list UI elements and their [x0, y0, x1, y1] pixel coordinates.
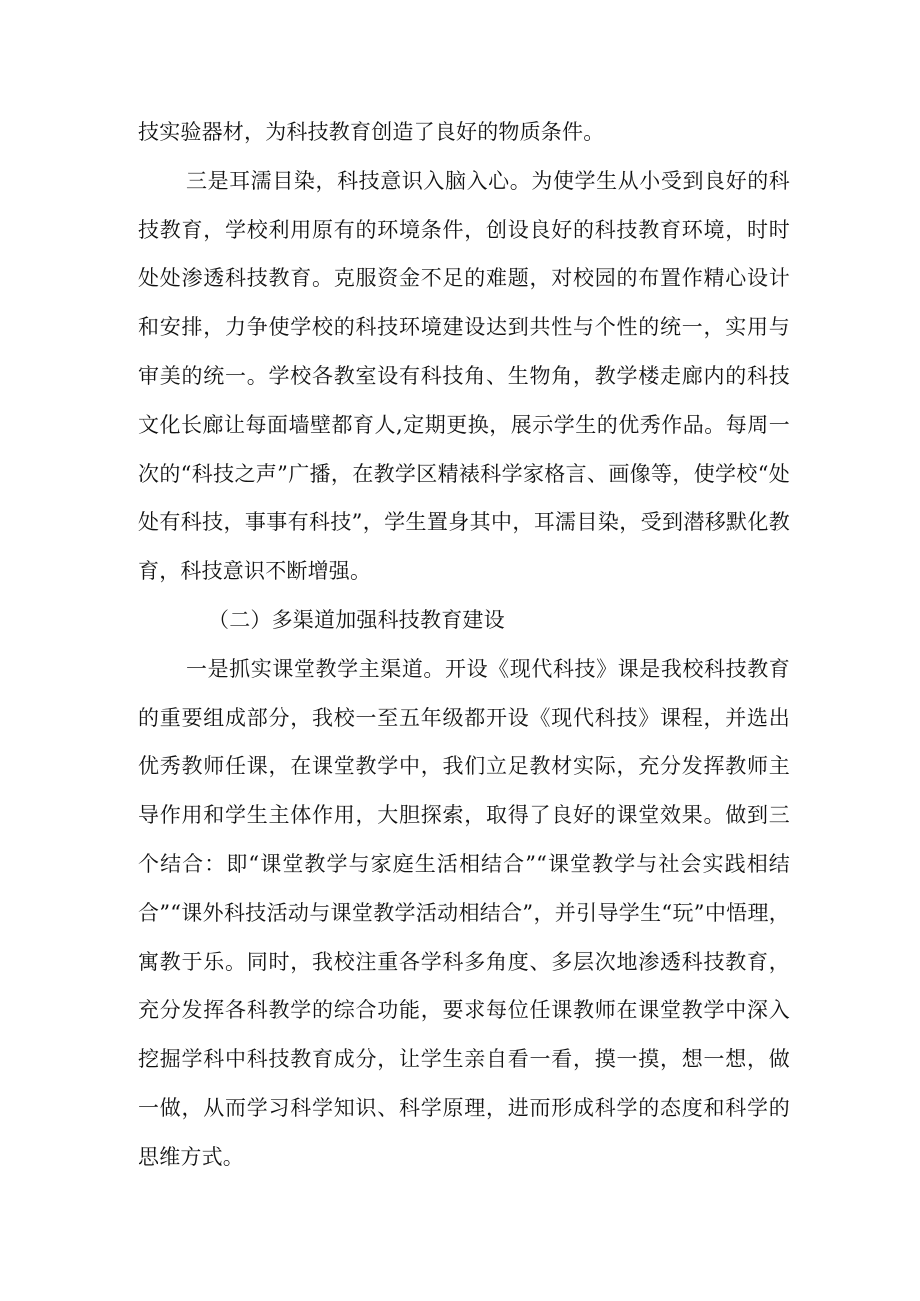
paragraph-point-one: 一是抓实课堂教学主渠道。开设《现代科技》课是我校科技教育的重要组成部分，我校一至五年级都开设《现代科技》课程，并选出优秀教师任课，在课堂教学中，我们立足教材实际，充分发挥教师主导作用和学生主体作用，大胆探索，取得了良好的课堂效果。做到三个结合：即“课堂教学与家庭生活相结合”“课堂教学与社会实践相结合”“课外科技活动与课堂教学活动相结合”，并引导学生“玩”中悟理，寓教于乐。同时，我校注重各学科多角度、多层次地渗透科技教育，充分发挥各科教学的综合功能，要求每位任课教师在课堂教学中深入挖掘学科中科技教育成分，让学生亲自看一看，摸一摸，想一想，做一做，从而学习科学知识、科学原理，进而形成科学的态度和科学的思维方式。	[138, 656, 790, 1169]
paragraph-continuation: 技实验器材，为科技教育创造了良好的物质条件。	[138, 120, 605, 144]
paragraph-point-three: 三是耳濡目染，科技意识入脑入心。为使学生从小受到良好的科技教育，学校利用原有的环境条件，创设良好的科技教育环境，时时处处渗透科技教育。克服资金不足的难题，对校园的布置作精心设计和安排，力争使学校的科技环境建设达到共性与个性的统一，实用与审美的统一。学校各教室设有科技角、生物角，教学楼走廊内的科技文化长廊让每面墙壁都育人,定期更换，展示学生的优秀作品。每周一次的“科技之声”广播，在教学区精裱科学家格言、画像等，使学校“处处有科技，事事有科技”，学生置身其中，耳濡目染，受到潜移默化教育，科技意识不断增强。	[138, 168, 790, 584]
section-heading: （二）多渠道加强科技教育建设	[208, 607, 505, 632]
